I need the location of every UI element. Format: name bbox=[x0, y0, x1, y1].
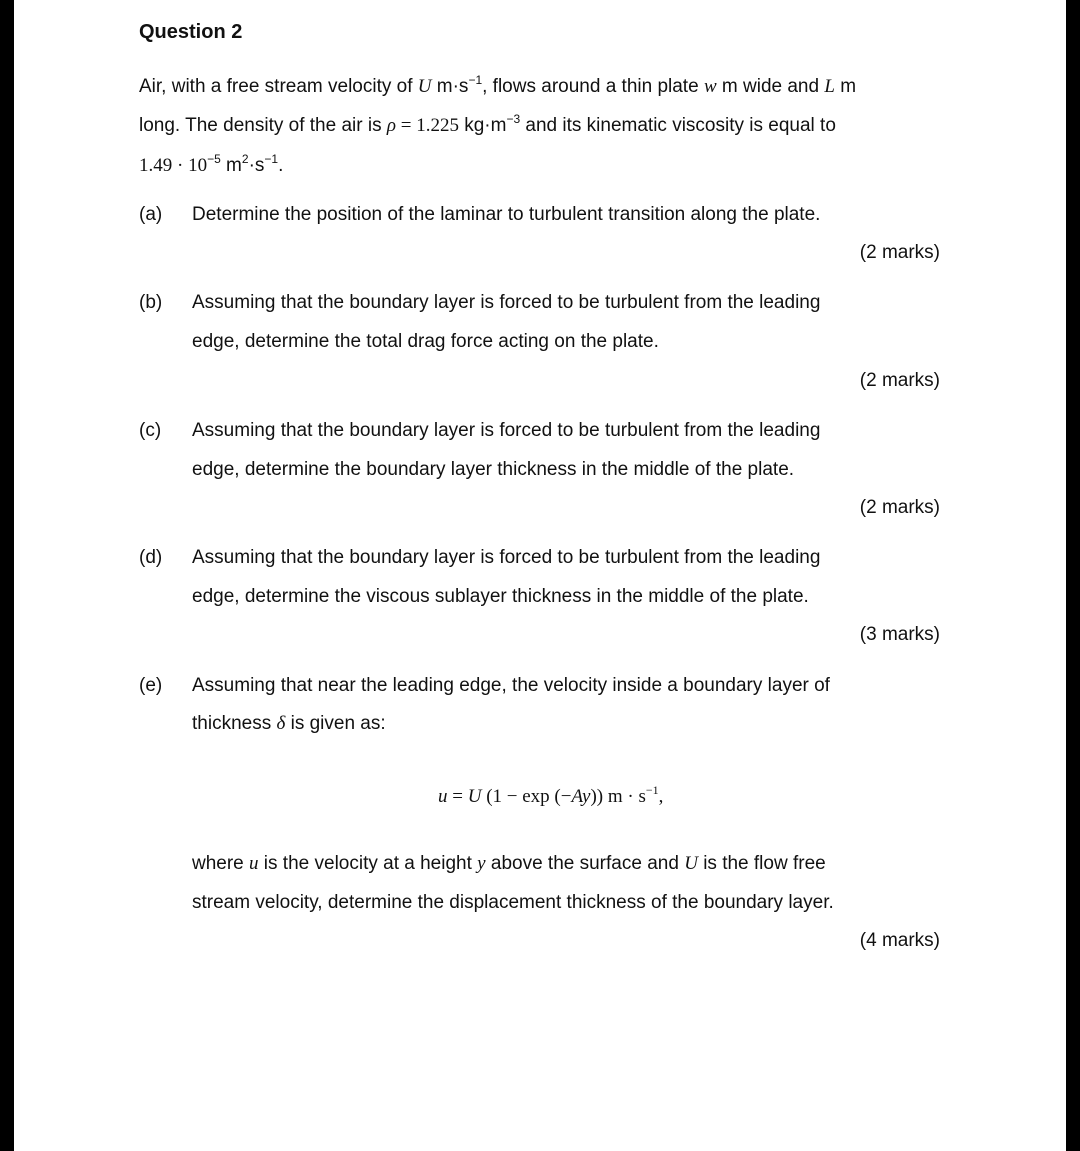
part-e-text-1: Assuming that near the leading edge, the velocity inside a boundary layer of bbox=[192, 675, 830, 696]
intro-text: and its kinematic viscosity is equal to bbox=[520, 115, 836, 136]
symbol-U: U bbox=[467, 786, 482, 807]
intro-text: m bbox=[834, 76, 857, 97]
symbol-w: w bbox=[703, 76, 717, 97]
exponent: −1 bbox=[645, 783, 659, 797]
part-c-text-1: Assuming that the boundary layer is forced to be turbulent from the leading bbox=[192, 420, 821, 441]
part-e-text: thickness bbox=[192, 713, 277, 734]
intro-line-2 bbox=[139, 112, 836, 137]
density-value: 1.225 bbox=[416, 115, 459, 136]
part-e-text: is the velocity at a height bbox=[258, 853, 478, 874]
intro-text: m wide and bbox=[716, 76, 825, 97]
part-a-marks: (2 marks) bbox=[859, 242, 940, 263]
part-e-where-1 bbox=[192, 853, 826, 875]
part-d-text-1: Assuming that the boundary layer is forced to be turbulent from the leading bbox=[192, 547, 821, 568]
part-b-text-2: edge, determine the total drag force acting on the plate. bbox=[192, 331, 659, 352]
equation-text: , bbox=[658, 786, 664, 807]
part-c-label: (c) bbox=[139, 420, 162, 441]
part-b-text-1: Assuming that the boundary layer is forced to be turbulent from the leading bbox=[192, 292, 821, 313]
part-e-text-2 bbox=[192, 713, 386, 735]
part-e-text: is the flow free bbox=[697, 853, 826, 874]
part-c-text-2: edge, determine the boundary layer thickness in the middle of the plate. bbox=[192, 459, 795, 480]
part-c-marks: (2 marks) bbox=[859, 497, 940, 518]
symbol-delta: δ bbox=[276, 713, 286, 734]
symbol-U: U bbox=[417, 76, 432, 97]
exponent: −1 bbox=[264, 152, 279, 166]
symbol-U: U bbox=[684, 853, 698, 874]
part-e-text: where bbox=[192, 853, 250, 874]
symbol-y: y bbox=[477, 853, 486, 874]
symbol-L: L bbox=[824, 76, 835, 97]
symbol-u: u bbox=[249, 853, 259, 874]
unit-text: ·s bbox=[248, 155, 265, 176]
part-e-where-2: stream velocity, determine the displacement thickness of the boundary layer. bbox=[192, 892, 834, 913]
exponent: −1 bbox=[468, 73, 483, 87]
intro-text: long. The density of the air is bbox=[139, 115, 387, 136]
part-e-label: (e) bbox=[139, 675, 163, 696]
symbol-u: u bbox=[438, 786, 448, 807]
equation-text: )) m · s bbox=[590, 786, 646, 807]
intro-line-3 bbox=[139, 152, 284, 177]
equation-text: (1 − exp (− bbox=[481, 786, 572, 807]
exponent: 2 bbox=[241, 152, 249, 166]
viscosity-value: 1.49 · 10 bbox=[139, 155, 208, 176]
part-b-label: (b) bbox=[139, 292, 163, 313]
symbol-rho: ρ bbox=[386, 115, 396, 136]
unit-text: m bbox=[220, 155, 242, 176]
intro-text: . bbox=[278, 155, 284, 176]
intro-text: Air, with a free stream velocity of bbox=[139, 76, 418, 97]
equals-sign: = bbox=[395, 115, 417, 136]
part-d-marks: (3 marks) bbox=[859, 624, 940, 645]
part-a-label: (a) bbox=[139, 204, 163, 225]
equals-sign: = bbox=[447, 786, 468, 807]
exponent: −5 bbox=[207, 152, 221, 166]
unit-text: m·s bbox=[431, 76, 469, 97]
velocity-equation bbox=[438, 783, 664, 808]
part-d-text-2: edge, determine the viscous sublayer thickness in the middle of the plate. bbox=[192, 586, 809, 607]
unit-text: kg·m bbox=[458, 115, 507, 136]
intro-line-1 bbox=[139, 73, 857, 98]
question-title: Question 2 bbox=[139, 21, 243, 43]
part-e-marks: (4 marks) bbox=[859, 930, 940, 951]
part-d-label: (d) bbox=[139, 547, 163, 568]
part-b-marks: (2 marks) bbox=[859, 370, 940, 391]
document-page bbox=[14, 0, 1066, 1151]
symbol-Ay: Ay bbox=[571, 786, 591, 807]
part-e-text: above the surface and bbox=[485, 853, 685, 874]
part-a-text: Determine the position of the laminar to turbulent transition along the plate. bbox=[192, 204, 821, 225]
part-e-text: is given as: bbox=[285, 713, 386, 734]
exponent: −3 bbox=[506, 112, 521, 126]
intro-text: , flows around a thin plate bbox=[482, 76, 704, 97]
